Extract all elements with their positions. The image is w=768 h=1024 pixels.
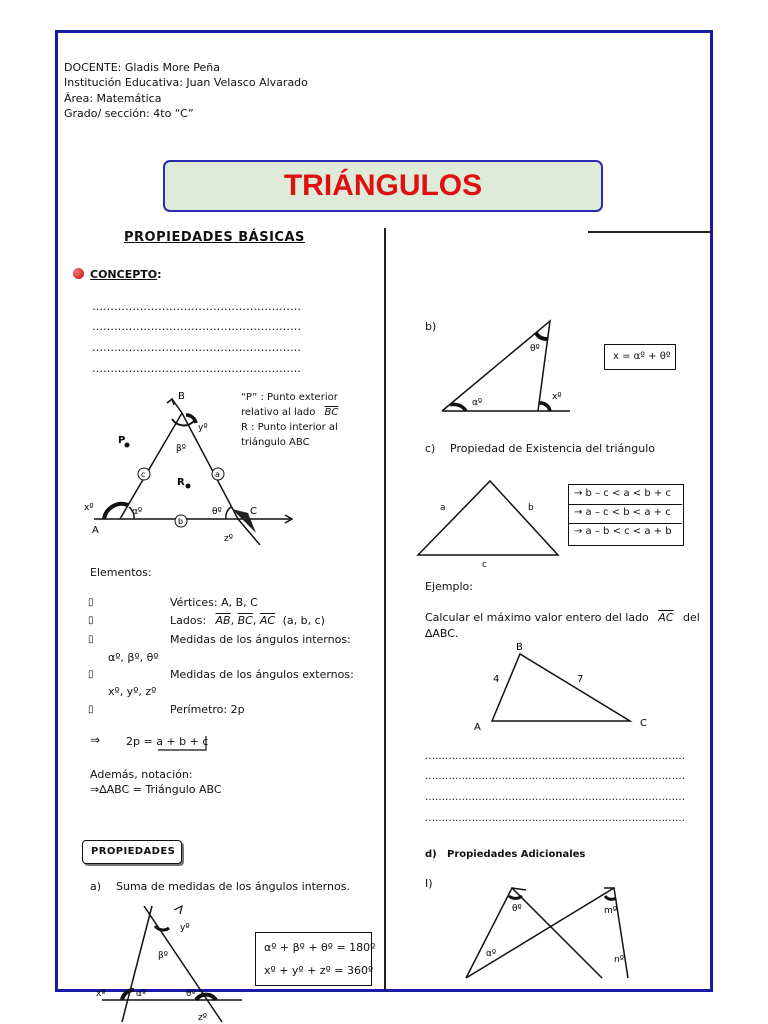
figure-notes bbox=[241, 390, 338, 450]
page-title: TRIÁNGULOS bbox=[283, 169, 483, 202]
concept-dots-2: ………………………………………………… bbox=[92, 320, 301, 333]
calc-text: Calcular el máximo valor entero del lado bbox=[425, 611, 649, 624]
triangle-figure-example bbox=[470, 638, 655, 733]
bullet-lados: ▯ bbox=[88, 615, 94, 626]
bullet-externos: ▯ bbox=[88, 669, 94, 680]
column-divider bbox=[384, 228, 386, 990]
answer-line-1: …………………………………………………………………… bbox=[425, 751, 685, 762]
concept-dots-1: ………………………………………………… bbox=[92, 300, 301, 313]
label-alpha: αº bbox=[132, 507, 143, 517]
bullet-internos: ▯ bbox=[88, 634, 94, 645]
label-P: P bbox=[118, 435, 126, 446]
label-c: c bbox=[141, 470, 146, 479]
fig2-arrow-icon bbox=[174, 906, 182, 914]
fig2-label-alpha: αº bbox=[136, 989, 147, 999]
fig2-y-arc bbox=[155, 926, 169, 930]
triangle-figure-exterior bbox=[436, 315, 576, 415]
sum-formula-box bbox=[255, 932, 376, 986]
exterior-formula: x = αº + θº bbox=[613, 351, 671, 362]
calc-del: del bbox=[683, 611, 700, 624]
label-b: b bbox=[178, 517, 184, 526]
label-R: R bbox=[177, 477, 185, 488]
area-line: Área: Matemática bbox=[64, 92, 162, 105]
fige-triangle bbox=[492, 654, 630, 721]
prop-b-label: b) bbox=[425, 320, 437, 333]
triangle-figure-sum bbox=[92, 900, 252, 1024]
figd-label-m: mº bbox=[604, 906, 618, 916]
label-x: xº bbox=[84, 503, 94, 513]
answer-line-2: …………………………………………………………………… bbox=[425, 771, 685, 782]
notacion-text: ⇒∆ABC = Triángulo ABC bbox=[90, 783, 222, 796]
concept-dots-3: ………………………………………………… bbox=[92, 341, 301, 354]
figd-m-arc bbox=[605, 896, 616, 899]
calc-line-2: ∆ABC. bbox=[425, 627, 459, 640]
apex-arrow-icon bbox=[167, 399, 174, 405]
fige-label-B: B bbox=[516, 642, 523, 653]
bracket-line bbox=[158, 736, 206, 750]
lado-BC: $\overline{BC}$ bbox=[237, 614, 253, 627]
fige-label-A: A bbox=[474, 722, 481, 733]
label-theta: θº bbox=[212, 507, 222, 517]
inequality-divider-1 bbox=[569, 504, 682, 505]
note-p-segment: $\overline{BC}$ bbox=[324, 407, 339, 418]
label-a: a bbox=[215, 470, 220, 479]
grado-line: Grado/ sección: 4to “C” bbox=[64, 107, 194, 120]
figc-label-a: a bbox=[440, 503, 446, 513]
y-arc bbox=[186, 415, 196, 423]
externos-text: Medidas de los ángulos externos: bbox=[170, 668, 354, 681]
concepto-colon: : bbox=[157, 268, 162, 281]
note-p-line2 bbox=[241, 405, 338, 420]
elementos-label: Elementos: bbox=[90, 566, 152, 579]
bullet-perimetro: ▯ bbox=[88, 704, 94, 715]
fige-label-4: 4 bbox=[493, 674, 500, 685]
implies-arrow: ⇒ bbox=[90, 733, 101, 747]
perimetro-text: Perímetro: 2p bbox=[170, 703, 245, 716]
internos-text: Medidas de los ángulos internos: bbox=[170, 633, 351, 646]
lado-AB: $\overline{AB}$ bbox=[215, 614, 231, 627]
label-A: A bbox=[92, 525, 99, 536]
sum-external: xº + yº + zº = 360º bbox=[264, 964, 374, 977]
figc-label-b: b bbox=[528, 503, 534, 513]
red-bullet-icon bbox=[73, 268, 84, 279]
note-r-line1: R : Punto interior al bbox=[241, 422, 338, 433]
externos-values: xº, yº, zº bbox=[108, 685, 157, 698]
fige-label-7: 7 bbox=[577, 674, 584, 685]
institucion-line: Institución Educativa: Juan Velasco Alvarado bbox=[64, 76, 308, 89]
crossed-triangles-figure bbox=[462, 884, 637, 984]
prop-I-label: I) bbox=[425, 877, 433, 890]
bullet-vertices: ▯ bbox=[88, 597, 94, 608]
figb-label-x: xº bbox=[552, 392, 562, 402]
ademas-text: Además, notación: bbox=[90, 768, 193, 781]
figb-label-alpha: αº bbox=[472, 398, 483, 408]
inequality-divider-2 bbox=[569, 523, 682, 524]
figc-label-c: c bbox=[482, 560, 487, 570]
figb-theta-arc bbox=[536, 333, 548, 339]
sum-internal: αº + βº + θº = 180º bbox=[264, 941, 376, 954]
figd-triangle-right bbox=[466, 888, 628, 978]
figd-label-theta: θº bbox=[512, 904, 522, 914]
figc-triangle bbox=[418, 481, 558, 555]
vertices-text: Vértices: A, B, C bbox=[170, 596, 258, 609]
answer-line-4: …………………………………………………………………… bbox=[425, 813, 685, 824]
inequality-2: → a – c < b < a + c bbox=[574, 507, 671, 518]
prop-d-label: d) bbox=[425, 849, 437, 860]
perimeter-formula: 2p = a + b + c bbox=[126, 735, 209, 748]
label-z: zº bbox=[224, 534, 233, 544]
figb-label-theta: θº bbox=[530, 344, 540, 354]
fig2-label-theta: θº bbox=[186, 989, 196, 999]
lados-row: Lados: $\overline{AB}$, $\overline{BC}$, $\overline{AC}$ (a, b, c) bbox=[170, 614, 325, 627]
label-C: C bbox=[250, 506, 257, 517]
triangle-sides bbox=[120, 413, 238, 519]
lados-label: Lados: bbox=[170, 614, 207, 627]
internos-values: αº, βº, θº bbox=[108, 651, 159, 664]
figd-triangle-left bbox=[466, 888, 602, 978]
title-box bbox=[163, 160, 603, 212]
propiedades-label: PROPIEDADES bbox=[91, 846, 176, 857]
fig2-label-y: yº bbox=[180, 923, 190, 933]
figd-theta-arc bbox=[509, 896, 522, 898]
point-r-dot bbox=[186, 484, 191, 489]
docente-line: DOCENTE: Gladis More Peña bbox=[64, 61, 220, 74]
top-rule bbox=[588, 231, 712, 233]
theta-arc bbox=[226, 507, 231, 519]
fig2-label-z: zº bbox=[198, 1013, 207, 1023]
note-r-line2: triángulo ABC bbox=[241, 437, 310, 448]
triangle-figure-existence bbox=[414, 475, 564, 570]
label-beta: βº bbox=[176, 444, 186, 454]
note-p-line1: “P” : Punto exterior bbox=[241, 392, 338, 403]
figb-x-arc bbox=[539, 403, 550, 411]
prop-a-label: a) bbox=[90, 880, 102, 893]
label-B: B bbox=[178, 391, 185, 402]
answer-line-3: …………………………………………………………………… bbox=[425, 792, 685, 803]
note-p-text: relativo al lado bbox=[241, 407, 316, 418]
formula-bracket bbox=[156, 734, 212, 754]
calc-line-1 bbox=[425, 611, 700, 625]
concepto-label: CONCEPTO bbox=[90, 268, 158, 281]
ejemplo-label: Ejemplo: bbox=[425, 580, 473, 593]
prop-a-text: Suma de medidas de los ángulos internos. bbox=[116, 880, 350, 893]
label-y: yº bbox=[198, 423, 208, 433]
figd-label-n: nº bbox=[614, 955, 624, 965]
inequality-3: → a – b < c < a + b bbox=[574, 526, 672, 537]
propiedades-box bbox=[82, 840, 182, 864]
prop-c-label: c) bbox=[425, 442, 436, 455]
figb-sides bbox=[442, 321, 550, 411]
fig2-label-x: xº bbox=[96, 989, 106, 999]
prop-c-text: Propiedad de Existencia del triángulo bbox=[450, 442, 655, 455]
inequality-1: → b – c < a < b + c bbox=[574, 488, 671, 499]
section-heading: PROPIEDADES BÁSICAS bbox=[124, 230, 305, 245]
fig2-label-beta: βº bbox=[158, 951, 168, 961]
calc-segment: $\overline{AC}$ bbox=[658, 611, 674, 624]
lados-paren: (a, b, c) bbox=[282, 614, 325, 627]
exterior-formula-box bbox=[604, 344, 676, 370]
figb-alpha-arc bbox=[450, 404, 466, 411]
prop-d-text: Propiedades Adicionales bbox=[447, 849, 586, 860]
concept-dots-4: ………………………………………………… bbox=[92, 362, 301, 375]
fig2-left-side bbox=[122, 906, 152, 1022]
existence-inequalities-box bbox=[568, 484, 684, 546]
fige-label-C: C bbox=[640, 718, 647, 729]
figd-label-alpha: αº bbox=[486, 949, 497, 959]
lado-AC: $\overline{AC}$ bbox=[259, 614, 276, 627]
